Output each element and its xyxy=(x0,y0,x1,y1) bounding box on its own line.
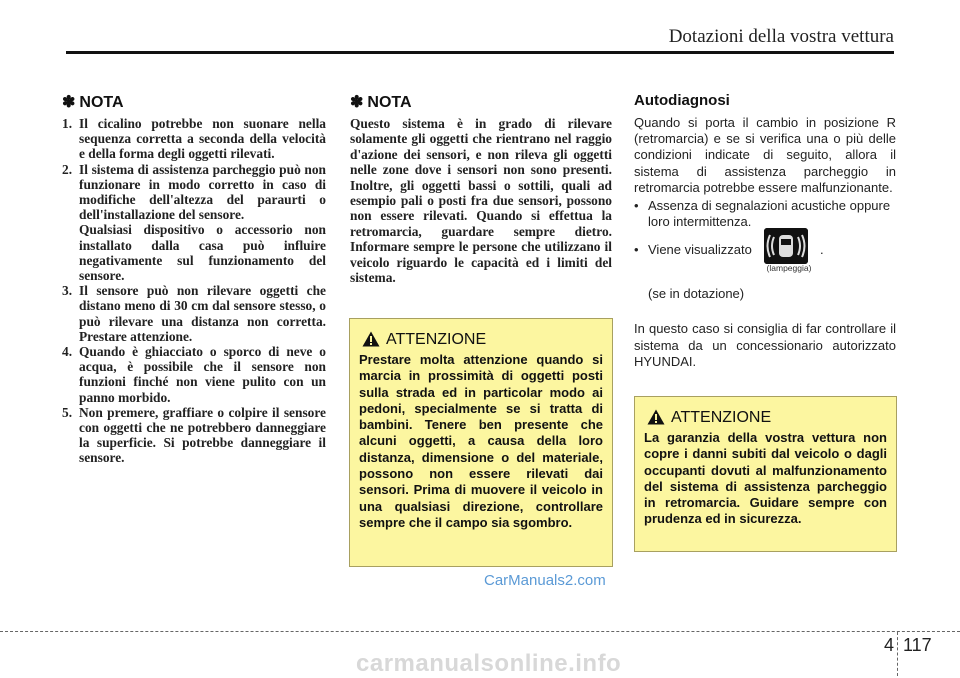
footer-rule xyxy=(0,631,960,632)
list-text: Il sistema di assistenza parcheggio può non funzionare in modo corretto in caso di modifiche dell'altezza del paraurti o dell'installazione del sensore. xyxy=(79,161,326,223)
list-text: Non premere, graffiare o colpire il sensore con oggetti che ne potrebbero danneggiare la superficie. Si potrebbe danneggiare il sensore. xyxy=(79,404,326,466)
autodiagnosi-section xyxy=(634,92,896,370)
autodiagnosi-list xyxy=(634,198,896,230)
list-text: Assenza di segnalazioni acustiche oppure loro intermittenza. xyxy=(648,198,891,230)
footer-divider xyxy=(897,632,898,676)
nota-list-item xyxy=(62,162,326,223)
autodiagnosi-advice: In questo caso si consiglia di far controllare il sistema da un concessionario autorizzato HYUNDAI. xyxy=(634,321,896,369)
warning-triangle-icon xyxy=(362,331,380,347)
warning-text: Prestare molta attenzione quando si marcia in prossimità di oggetti posti sulla strada ed in particolar modo ai pedoni, specialmente se si tratta di bambini. Tenere ben presente che alcuni oggetti, a causa della loro distanza, dimensione o del materiale, possono non essere rilevati dai sensori. Prima di muovere il veicolo in una qualsiasi direzione, controllare sempre che il campo sia sgombro. xyxy=(359,352,603,530)
sensor-icon-caption: (lampeggia) xyxy=(766,263,812,274)
warning-text: La garanzia della vostra vettura non copre i danni subiti dal veicolo o dagli occupanti dovuti al malfunzionamento del sistema di assistenza parcheggio in retromarcia. Guidare sempre con prudenza ed in sicurezza. xyxy=(644,430,887,527)
bullet-icon: • xyxy=(634,198,639,214)
list-number: 4. xyxy=(62,344,73,360)
sensor-row xyxy=(634,236,896,280)
nota-title-text: NOTA xyxy=(367,94,412,111)
sensor-bullet-suffix: . xyxy=(820,242,824,258)
nota-list xyxy=(62,116,326,222)
autodiagnosi-title: Autodiagnosi xyxy=(634,92,730,109)
bullet-icon: • xyxy=(634,242,639,258)
nota-paragraph: Questo sistema è in grado di rilevare solamente gli oggetti che rientrano nel raggio d'azione dei sensori, e non rileva gli oggetti nelle zone dove i sensori non sono presenti. Inoltre, gli oggetti bassi o sottili, quali ad esempio pali o posti fra due sensori, possono non essere rilevati. Quando si effettua la retromarcia, guardare sempre dietro. Informare sempre le persone che utilizzano il veicolo riguardo le capacità ed i limiti del sistema. xyxy=(350,116,612,286)
nota-title xyxy=(350,92,612,112)
list-number: 2. xyxy=(62,161,73,177)
header-rule xyxy=(66,51,894,54)
nota-list-item xyxy=(62,405,326,466)
nota-list-cont xyxy=(62,283,326,465)
nota-section-1 xyxy=(62,92,326,466)
nota-title xyxy=(62,92,326,112)
watermark-link[interactable]: CarManuals2.com xyxy=(484,572,606,589)
nota-section-2 xyxy=(350,92,612,285)
warning-box-2 xyxy=(634,396,897,552)
sensor-bullet-text xyxy=(634,242,752,257)
nota-sub-paragraph: Qualsiasi dispositivo o accessorio non installato dalla casa può influire negativamente sul funzionamento del sensore. xyxy=(79,222,326,284)
chapter-number: 4 xyxy=(884,635,895,655)
autodiagnosi-intro: Quando si porta il cambio in posizione R (retromarcia) e se si verifica una o più delle condizioni indicate di seguito, allora il sistema di assistenza parcheggio in retromarcia potrebbe essere malfunzionante. xyxy=(634,115,896,195)
list-item xyxy=(634,198,896,230)
list-text: Viene visualizzato xyxy=(648,242,752,258)
warning-triangle-icon xyxy=(647,409,665,425)
list-text: Il cicalino potrebbe non suonare nella sequenza corretta a seconda della velocità e della forma degli oggetti rilevati. xyxy=(79,116,326,162)
warning-title: ATTENZIONE xyxy=(386,331,487,348)
nota-list-item xyxy=(62,283,326,344)
nota-mark-icon: ✽ xyxy=(62,94,76,111)
footer-watermark: carmanualsonline.info xyxy=(356,650,622,677)
list-text: Il sensore può non rilevare oggetti che distano meno di 30 cm dal sensore stesso, o può rilevare una distanza non corretta. Prestare attenzione. xyxy=(79,283,326,344)
warning-box-1 xyxy=(349,318,613,567)
list-number: 5. xyxy=(62,404,73,420)
list-number: 1. xyxy=(62,116,73,131)
nota-mark-icon: ✽ xyxy=(350,94,364,111)
parking-sensor-warning-icon xyxy=(764,228,808,264)
dotazione-note: (se in dotazione) xyxy=(648,286,745,302)
page-number: 117 xyxy=(903,635,932,655)
warning-title: ATTENZIONE xyxy=(671,409,772,426)
page-header-title: Dotazioni della vostra vettura xyxy=(668,26,894,47)
list-number: 3. xyxy=(62,283,73,299)
nota-list-item xyxy=(62,344,326,405)
nota-title-text: NOTA xyxy=(79,94,124,111)
list-text: Quando è ghiacciato o sporco di neve o acqua, è possibile che il sensore non funzioni finché non viene pulito con un panno morbido. xyxy=(79,344,326,405)
nota-list-item xyxy=(62,116,326,162)
